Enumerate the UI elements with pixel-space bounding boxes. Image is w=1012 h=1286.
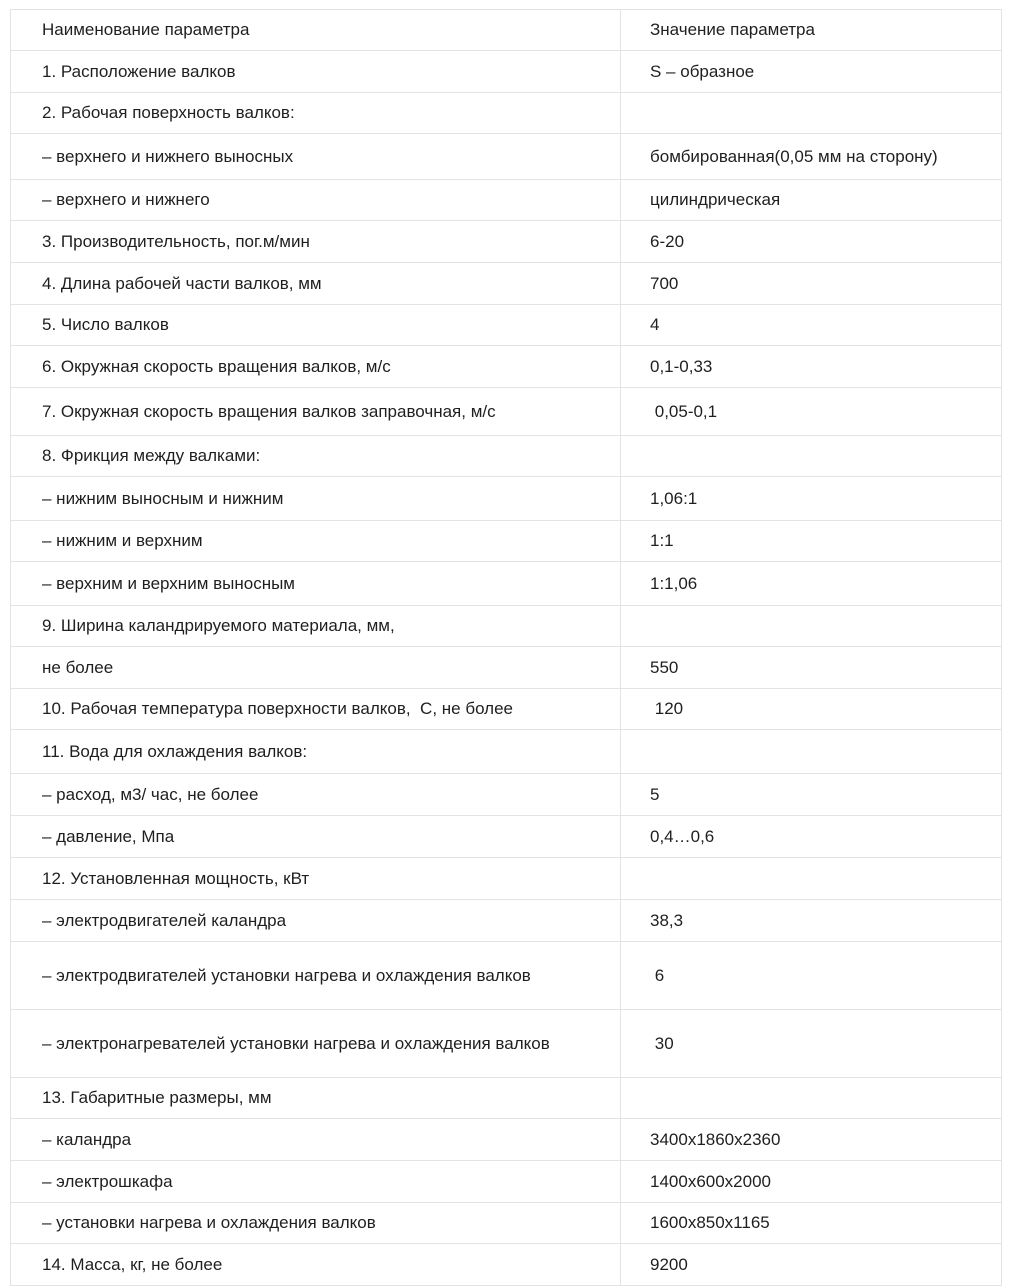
param-name: 2. Рабочая поверхность валков: <box>11 93 621 134</box>
table-row <box>11 1161 1002 1203</box>
param-name: 4. Длина рабочей части валков, мм <box>11 263 621 305</box>
param-name: – электродвигателей установки нагрева и охлаждения валков <box>11 942 621 1010</box>
param-name: – электродвигателей каландра <box>11 900 621 942</box>
param-value: 120 <box>621 689 1002 730</box>
param-name: 5. Число валков <box>11 305 621 346</box>
param-value: 0,1-0,33 <box>621 346 1002 388</box>
param-name: 14. Масса, кг, не более <box>11 1244 621 1286</box>
table-row <box>11 816 1002 858</box>
header-value-cell: Значение параметра <box>621 10 1002 51</box>
table-row <box>11 606 1002 647</box>
spec-table-body <box>11 10 1002 1286</box>
param-value <box>621 858 1002 900</box>
table-row <box>11 1244 1002 1286</box>
param-name: – давление, Мпа <box>11 816 621 858</box>
table-row <box>11 436 1002 477</box>
table-row <box>11 689 1002 730</box>
param-value: 1,06:1 <box>621 477 1002 521</box>
param-value <box>621 730 1002 774</box>
param-name: 12. Установленная мощность, кВт <box>11 858 621 900</box>
table-row <box>11 1119 1002 1161</box>
param-value: 5 <box>621 774 1002 816</box>
param-value: 700 <box>621 263 1002 305</box>
param-name: 3. Производительность, пог.м/мин <box>11 221 621 263</box>
table-row <box>11 51 1002 93</box>
table-row <box>11 942 1002 1010</box>
param-value: 1400х600х2000 <box>621 1161 1002 1203</box>
table-row <box>11 858 1002 900</box>
param-name: 8. Фрикция между валками: <box>11 436 621 477</box>
table-row <box>11 346 1002 388</box>
param-value <box>621 1078 1002 1119</box>
table-row <box>11 305 1002 346</box>
spec-table <box>10 9 1002 1286</box>
table-row <box>11 1078 1002 1119</box>
param-value: цилиндрическая <box>621 180 1002 221</box>
param-value: бомбированная(0,05 мм на сторону) <box>621 134 1002 180</box>
param-name: 1. Расположение валков <box>11 51 621 93</box>
param-name: – верхнего и нижнего выносных <box>11 134 621 180</box>
param-name: – верхнего и нижнего <box>11 180 621 221</box>
table-row <box>11 900 1002 942</box>
param-value <box>621 436 1002 477</box>
param-value: 1:1,06 <box>621 562 1002 606</box>
param-value <box>621 606 1002 647</box>
param-name: – нижним и верхним <box>11 521 621 562</box>
param-name: – верхним и верхним выносным <box>11 562 621 606</box>
param-value: S – образное <box>621 51 1002 93</box>
table-row <box>11 134 1002 180</box>
param-name: 6. Окружная скорость вращения валков, м/с <box>11 346 621 388</box>
param-name: 11. Вода для охлаждения валков: <box>11 730 621 774</box>
table-row <box>11 521 1002 562</box>
param-value: 3400х1860х2360 <box>621 1119 1002 1161</box>
table-row <box>11 388 1002 436</box>
table-row <box>11 1010 1002 1078</box>
param-name: – каландра <box>11 1119 621 1161</box>
table-header-row <box>11 10 1002 51</box>
param-value: 38,3 <box>621 900 1002 942</box>
param-value: 9200 <box>621 1244 1002 1286</box>
table-row <box>11 221 1002 263</box>
param-value: 4 <box>621 305 1002 346</box>
param-name: 9. Ширина каландрируемого материала, мм, <box>11 606 621 647</box>
table-row <box>11 1203 1002 1244</box>
param-name: – установки нагрева и охлаждения валков <box>11 1203 621 1244</box>
table-row <box>11 477 1002 521</box>
param-name: не более <box>11 647 621 689</box>
param-value: 6 <box>621 942 1002 1010</box>
param-value <box>621 93 1002 134</box>
param-value: 550 <box>621 647 1002 689</box>
param-value: 6-20 <box>621 221 1002 263</box>
param-name: – электронагревателей установки нагрева и охлаждения валков <box>11 1010 621 1078</box>
table-row <box>11 263 1002 305</box>
table-row <box>11 562 1002 606</box>
param-value: 0,05-0,1 <box>621 388 1002 436</box>
param-name: – нижним выносным и нижним <box>11 477 621 521</box>
table-row <box>11 180 1002 221</box>
header-name-cell: Наименование параметра <box>11 10 621 51</box>
param-value: 1600х850х1165 <box>621 1203 1002 1244</box>
table-row <box>11 93 1002 134</box>
param-value: 1:1 <box>621 521 1002 562</box>
param-name: 7. Окружная скорость вращения валков заправочная, м/с <box>11 388 621 436</box>
param-name: 10. Рабочая температура поверхности валков, С, не более <box>11 689 621 730</box>
param-name: – электрошкафа <box>11 1161 621 1203</box>
table-row <box>11 730 1002 774</box>
param-value: 0,4…0,6 <box>621 816 1002 858</box>
table-row <box>11 647 1002 689</box>
param-name: – расход, м3/ час, не более <box>11 774 621 816</box>
table-row <box>11 774 1002 816</box>
param-value: 30 <box>621 1010 1002 1078</box>
param-name: 13. Габаритные размеры, мм <box>11 1078 621 1119</box>
